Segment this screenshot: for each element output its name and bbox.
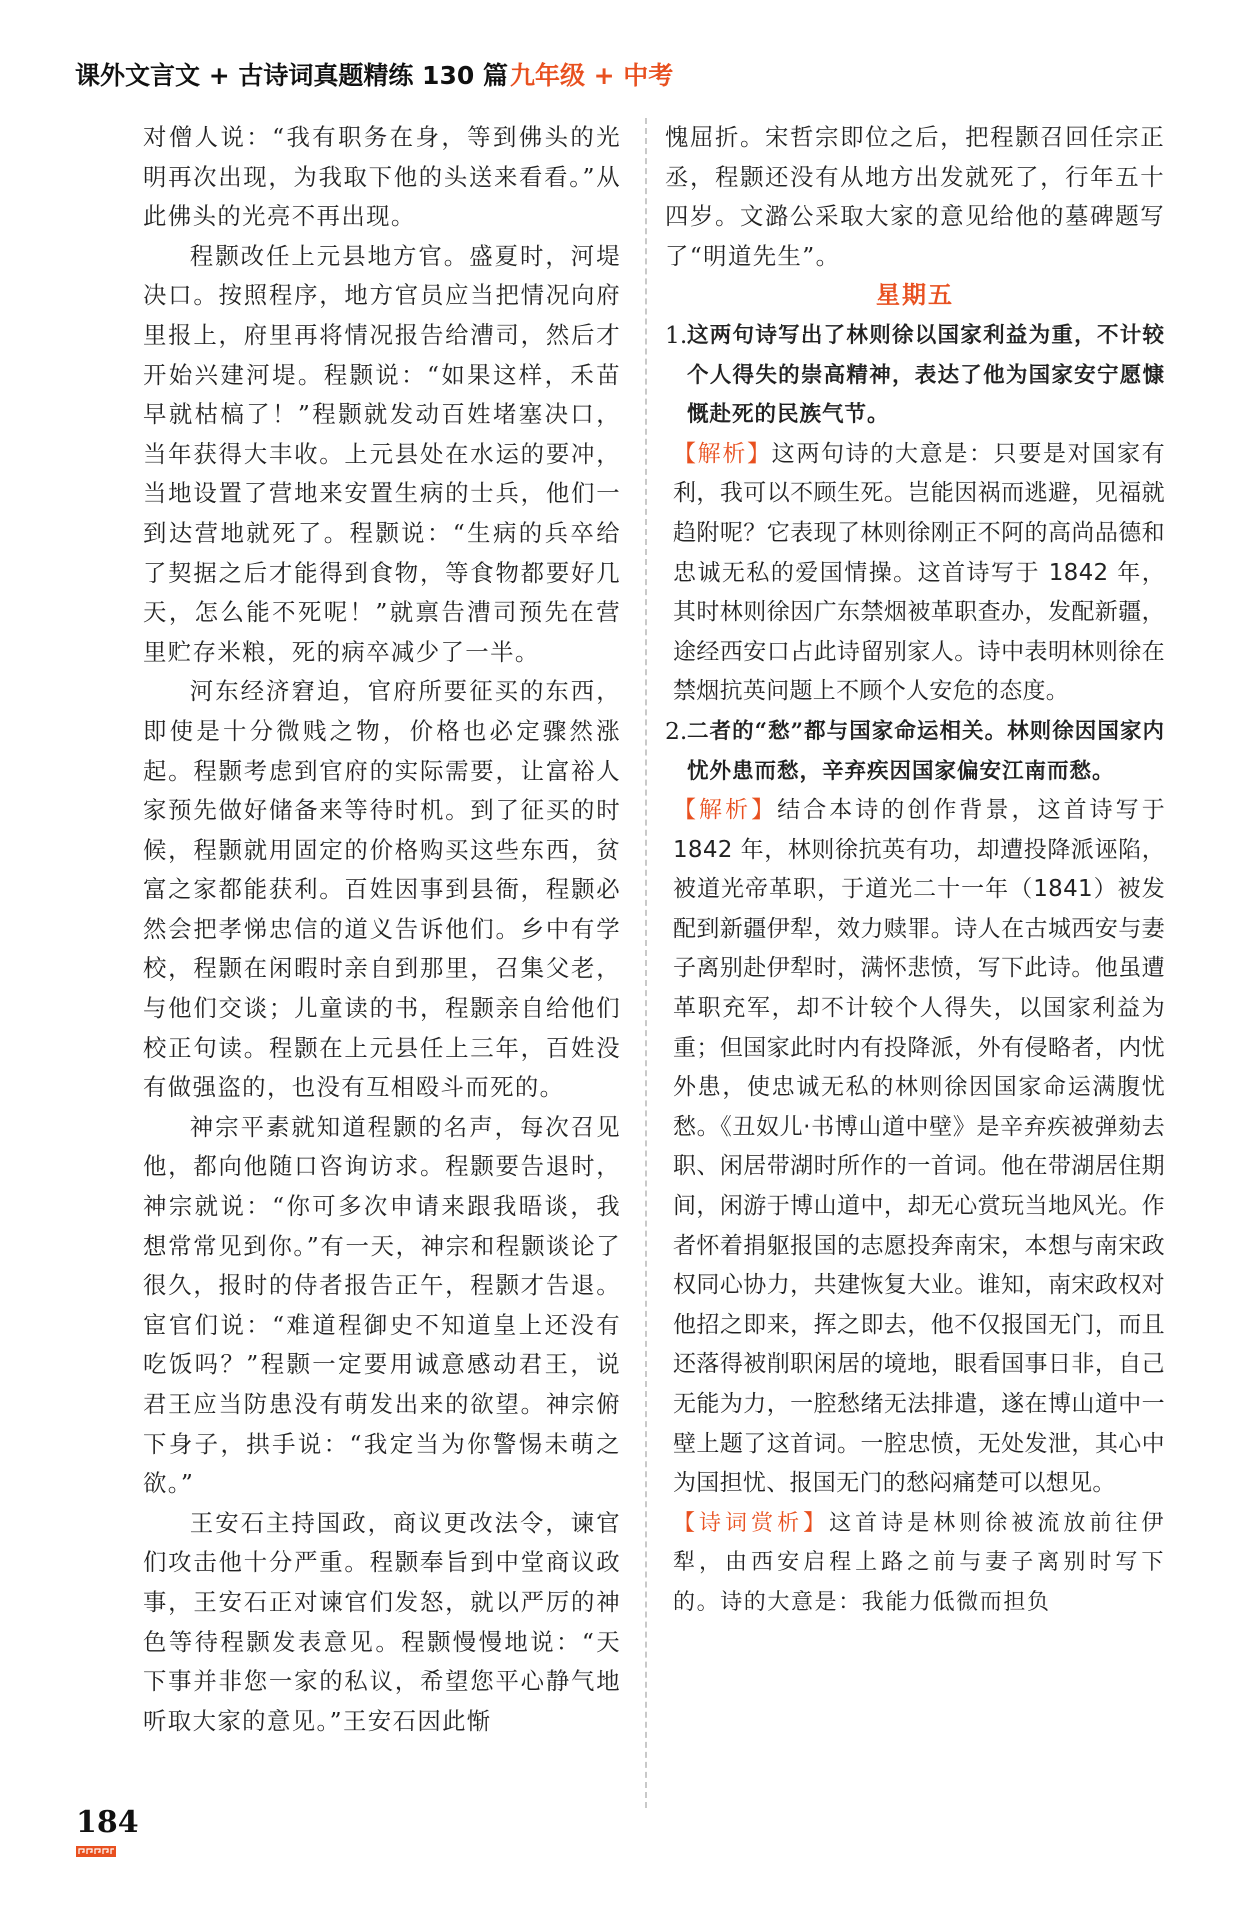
question-item xyxy=(665,316,1165,435)
appreciation-tag: 【诗词赏析】 xyxy=(673,1510,830,1536)
paragraph: 愧屈折。宋哲宗即位之后，把程颢召回任宗正丞，程颢还没有从地方出发就死了，行年五十四岁。文潞公采取大家的意见给他的墓碑题写了“明道先生”。 xyxy=(665,123,1165,270)
appreciation-text: 这首诗是林则徐被流放前往伊犁，由西安启程上路之前与妻子离别时写下的。诗的大意是：我能力低微而担负 xyxy=(673,1510,1165,1615)
page-number: 184 xyxy=(76,1805,139,1840)
analysis-tag: 【解析】 xyxy=(673,797,778,824)
analysis xyxy=(665,435,1165,712)
book-title: 课外文言文 + 古诗词真题精练 130 篇 xyxy=(75,61,508,90)
question-number: 2. xyxy=(665,716,688,745)
analysis-text: 这两句诗的大意是：只要是对国家有利，我可以不顾生死。岂能因祸而逃避，见福就趋附呢？它表现了林则徐刚正不阿的高尚品德和忠诚无私的爱国情操。这首诗写于 1842 年，其时林则徐因广东禁烟被革职查办，发配新疆，途经西安口占此诗留别家人。诗中表明林则徐在禁烟抗英问题上不顾个人安危的态度。 xyxy=(673,440,1165,705)
analysis-tag: 【解析】 xyxy=(673,440,772,467)
right-column xyxy=(665,118,1165,1623)
answer-text: 二者的“愁”都与国家命运相关。林则徐因国家内忧外患而愁，辛弃疾因国家偏安江南而愁。 xyxy=(687,718,1165,784)
running-header xyxy=(75,56,673,92)
day-heading: 星期五 xyxy=(876,281,954,310)
answer-text: 这两句诗写出了林则徐以国家利益为重，不计较个人得失的崇高精神，表达了他为国家安宁愿慷慨赴死的民族气节。 xyxy=(687,322,1165,428)
paragraph: 程颢改任上元县地方官。盛夏时，河堤决口。按照程序，地方官员应当把情况向府里报上，府里再将情况报告给漕司，然后才开始兴建河堤。程颢说：“如果这样，禾苗早就枯槁了！”程颢就发动百姓堵塞决口，当年获得大丰收。上元县处在水运的要冲，当地设置了营地来安置生病的士兵，他们一到达营地就死了。程颢说：“生病的兵卒给了契据之后才能得到食物，等食物都要好几天，怎么能不死呢！”就禀告漕司预先在营里贮存米粮，死的病卒减少了一半。 xyxy=(143,241,621,666)
column-divider xyxy=(645,118,647,1808)
question-number: 1. xyxy=(665,320,688,349)
question-item xyxy=(665,712,1165,791)
paragraph: 河东经济窘迫，官府所要征买的东西，即使是十分微贱之物，价格也必定骤然涨起。程颢考虑到官府的实际需要，让富裕人家预先做好储备来等待时机。到了征买的时候，程颢就用固定的价格购买这些东西，贫富之家都能获利。百姓因事到县衙，程颢必然会把孝悌忠信的道义告诉他们。乡中有学校，程颢在闲暇时亲自到那里，召集父老，与他们交谈；儿童读的书，程颢亲自给他们校正句读。程颢在上元县任上三年，百姓没有做强盗的，也没有互相殴斗而死的。 xyxy=(143,677,621,1102)
paragraph: 王安石主持国政，商议更改法令，谏官们攻击他十分严重。程颢奉旨到中堂商议政事，王安石正对谏官们发怒，就以严厉的神色等待程颢发表意见。程颢慢慢地说：“天下事并非您一家的私议，希望您平心静气地听取大家的意见。”王安石因此惭 xyxy=(143,1508,621,1735)
appreciation xyxy=(665,1504,1165,1623)
analysis-text: 结合本诗的创作背景，这首诗写于 1842 年，林则徐抗英有功，却遭投降派诬陷，被道光帝革职，于道光二十一年（1841）被发配到新疆伊犁，效力赎罪。诗人在古城西安与妻子离别赴伊犁时，满怀悲愤，写下此诗。他虽遭革职充军，却不计较个人得失，以国家利益为重；但国家此时内有投降派，外有侵略者，内忧外患，使忠诚无私的林则徐因国家命运满腹忧愁。《丑奴儿·书博山道中壁》是辛弃疾被弹劾去职、闲居带湖时所作的一首词。他在带湖居住期间，闲游于博山道中，却无心赏玩当地风光。作者怀着捐躯报国的志愿投奔南宋，本想与南宋政权同心协力，共建恢复大业。谁知，南宋政权对他招之即来，挥之即去，他不仅报国无门，而且还落得被削职闲居的境地，眼看国事日非，自己无能为力，一腔愁绪无法排遣，遂在博山道中一壁上题了这首词。一腔忠愤，无处发泄，其心中为国担忧、报国无门的愁闷痛楚可以想见。 xyxy=(673,797,1165,1497)
paragraph: 神宗平素就知道程颢的名声，每次召见他，都向他随口咨询访求。程颢要告退时，神宗就说：“你可多次申请来跟我晤谈，我想常常见到你。”有一天，神宗和程颢谈论了很久，报时的侍者报告正午，程颢才告退。宦官们说：“难道程御史不知道皇上还没有吃饭吗？”程颢一定要用诚意感动君王，说君王应当防患没有萌发出来的欲望。神宗俯下身子，拱手说：“我定当为你警惕未萌之欲。” xyxy=(143,1112,621,1498)
paragraph: 对僧人说：“我有职务在身，等到佛头的光明再次出现，为我取下他的头送来看看。”从此佛头的光亮不再出现。 xyxy=(143,123,621,231)
grade-label: 九年级 + 中考 xyxy=(509,61,674,90)
left-column xyxy=(143,118,621,1741)
analysis xyxy=(665,791,1165,1504)
page-ornament-icon xyxy=(76,1846,116,1857)
